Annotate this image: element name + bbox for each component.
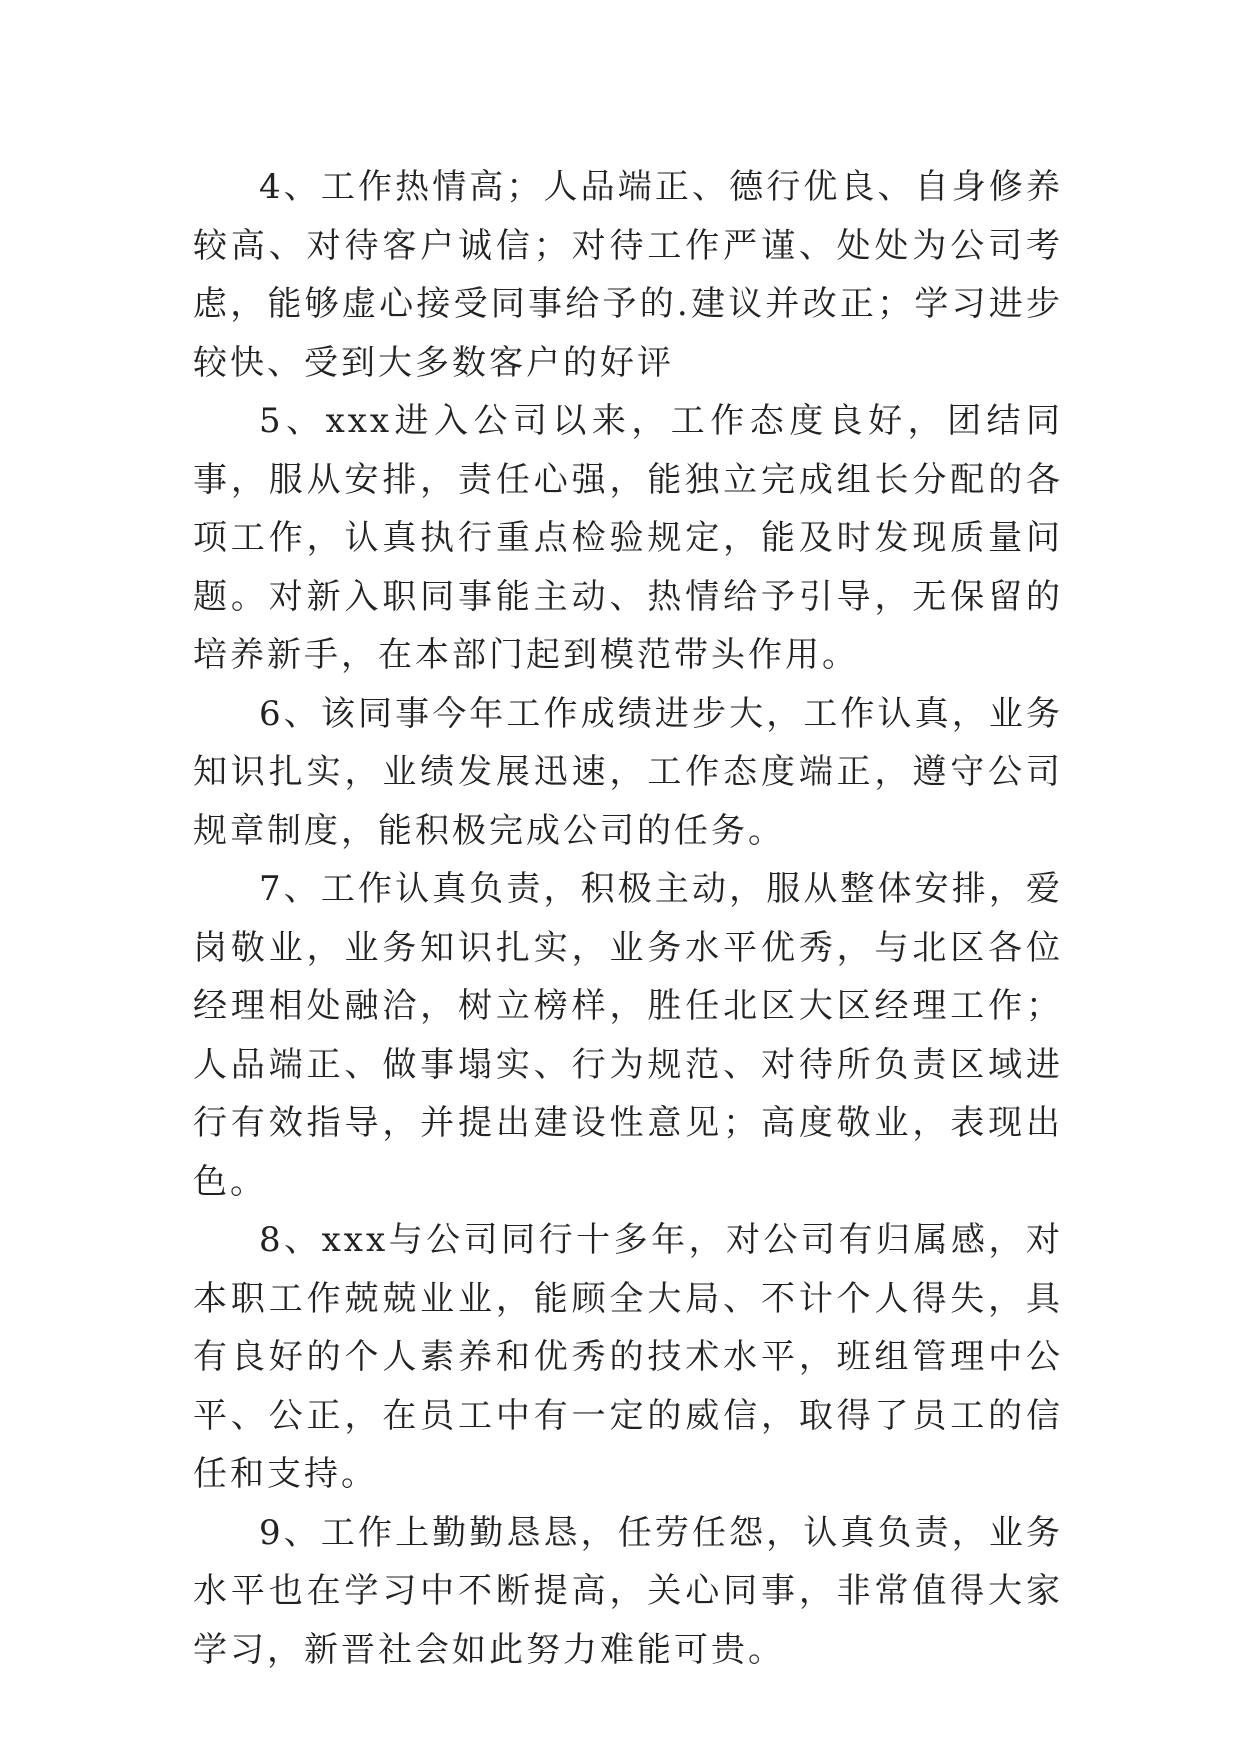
paragraph-5: 5、xxx进入公司以来，工作态度良好，团结同事，服从安排，责任心强，能独立完成组长分配的各项工作，认真执行重点检验规定，能及时发现质量问题。对新入职同事能主动、热情给予引导，无保留的培养新手，在本部门起到模范带头作用。 xyxy=(193,401,1063,675)
paragraph-7: 7、工作认真负责，积极主动，服从整体安排，爱岗敬业，业务知识扎实，业务水平优秀，与北区各位经理相处融洽，树立榜样，胜任北区大区经理工作；人品端正、做事塌实、行为规范、对待所负责区域进行有效指导，并提出建设性意见；高度敬业，表现出色。 xyxy=(193,869,1063,1202)
paragraph-9: 9、工作上勤勤恳恳，任劳任怨，认真负责，业务水平也在学习中不断提高，关心同事，非常值得大家学习，新晋社会如此努力难能可贵。 xyxy=(193,1512,1063,1670)
paragraph-8: 8、xxx与公司同行十多年，对公司有归属感，对本职工作兢兢业业，能顾全大局、不计个人得失，具有良好的个人素养和优秀的技术水平，班组管理中公平、公正，在员工中有一定的威信，取得了员工的信任和支持。 xyxy=(193,1220,1063,1494)
document-body xyxy=(193,158,1063,1679)
paragraph-4: 4、工作热情高；人品端正、德行优良、自身修养较高、对待客户诚信；对待工作严谨、处处为公司考虑，能够虚心接受同事给予的.建议并改正；学习进步较快、受到大多数客户的好评 xyxy=(193,167,1063,383)
paragraph-6: 6、该同事今年工作成绩进步大，工作认真，业务知识扎实，业绩发展迅速，工作态度端正，遵守公司规章制度，能积极完成公司的任务。 xyxy=(193,693,1063,851)
